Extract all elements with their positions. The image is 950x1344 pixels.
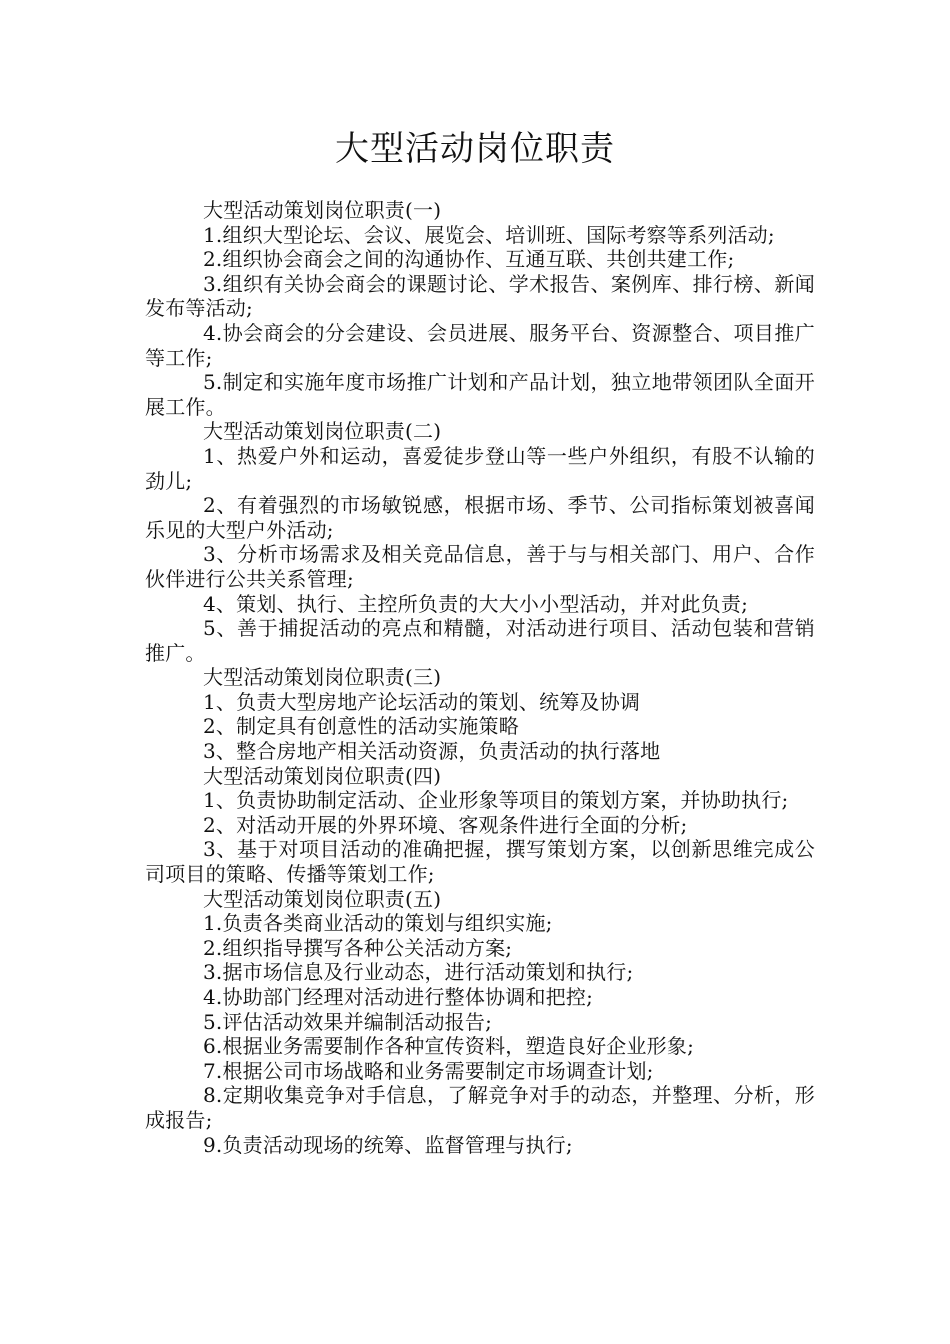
list-item: 2、对活动开展的外界环境、客观条件进行全面的分析; <box>203 812 688 837</box>
list-item: 2、制定具有创意性的活动实施策略 <box>203 714 519 739</box>
document-body <box>145 198 815 1157</box>
list-item: 4.协会商会的分会建设、会员进展、服务平台、资源整合、项目推广等工作; <box>145 320 815 370</box>
list-item: 6.根据业务需要制作各种宣传资料，塑造良好企业形象; <box>203 1034 695 1059</box>
section-heading: 大型活动策划岗位职责(三) <box>203 665 442 690</box>
section-heading: 大型活动策划岗位职责(一) <box>203 198 442 222</box>
section-heading: 大型活动策划岗位职责(五) <box>203 886 442 911</box>
list-item: 4、策划、执行、主控所负责的大大小小型活动，并对此负责; <box>203 591 749 616</box>
list-item: 3.组织有关协会商会的课题讨论、学术报告、案例库、排行榜、新闻发布等活动; <box>145 271 815 321</box>
list-item: 1、负责协助制定活动、企业形象等项目的策划方案，并协助执行; <box>203 788 789 813</box>
list-item: 5.评估活动效果并编制活动报告; <box>203 1009 493 1034</box>
list-item: 9.负责活动现场的统筹、监督管理与执行; <box>203 1132 573 1157</box>
list-item: 1、热爱户外和运动，喜爱徒步登山等一些户外组织，有股不认输的劲儿; <box>145 443 815 493</box>
list-item: 2.组织指导撰写各种公关活动方案; <box>203 935 513 960</box>
list-item: 5.制定和实施年度市场推广计划和产品计划，独立地带领团队全面开展工作。 <box>145 370 815 419</box>
document-title: 大型活动岗位职责 <box>335 129 615 169</box>
list-item: 1、负责大型房地产论坛活动的策划、统筹及协调 <box>203 689 641 714</box>
list-item: 3、整合房地产相关活动资源，负责活动的执行落地 <box>203 739 661 764</box>
list-item: 4.协助部门经理对活动进行整体协调和把控; <box>203 985 594 1009</box>
list-item: 2.组织协会商会之间的沟通协作、互通互联、共创共建工作; <box>203 247 735 272</box>
list-item: 3、基于对项目活动的准确把握，撰写策划方案，以创新思维完成公司项目的策略、传播等策划工作; <box>145 837 815 887</box>
list-item: 8.定期收集竞争对手信息，了解竞争对手的动态，并整理、分析，形成报告; <box>145 1083 815 1132</box>
list-item: 3、分析市场需求及相关竞品信息，善于与与相关部门、用户、合作伙伴进行公共关系管理; <box>145 542 815 591</box>
list-item: 1.负责各类商业活动的策划与组织实施; <box>203 911 553 936</box>
list-item: 7.根据公司市场战略和业务需要制定市场调查计划; <box>203 1058 654 1083</box>
section-heading: 大型活动策划岗位职责(二) <box>203 419 442 444</box>
list-item: 1.组织大型论坛、会议、展览会、培训班、国际考察等系列活动; <box>203 222 775 247</box>
list-item: 2、有着强烈的市场敏锐感，根据市场、季节、公司指标策划被喜闻乐见的大型户外活动; <box>145 493 815 542</box>
list-item: 3.据市场信息及行业动态，进行活动策划和执行; <box>203 960 634 985</box>
section-heading: 大型活动策划岗位职责(四) <box>203 763 442 788</box>
list-item: 5、善于捕捉活动的亮点和精髓，对活动进行项目、活动包装和营销推广。 <box>145 616 815 665</box>
